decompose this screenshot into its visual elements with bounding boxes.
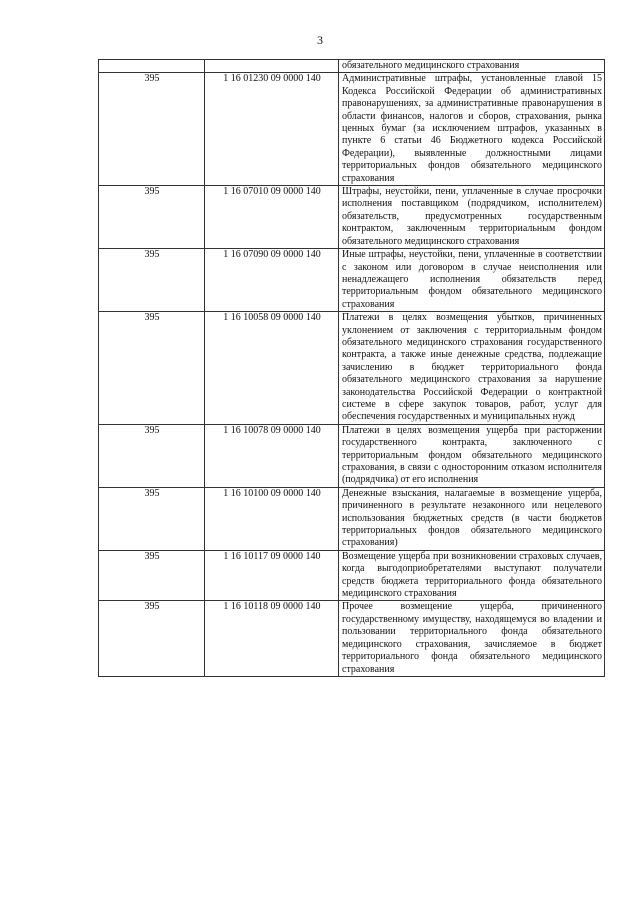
admin-code-cell: 395 (99, 186, 205, 249)
admin-code-cell (99, 60, 205, 73)
table-row (99, 487, 605, 550)
description-cell: Платежи в целях возмещения убытков, причиненных уклонением от заключения с территориальным фондом обязательного медицинского страхования государственного контракта, а также иные денежные средства, подлежащие зачислению в бюджет территориального фонда обязательного медицинского страхования за нарушение законодательства Российской Федерации о контрактной системе в сфере закупок товаров, работ, услуг для обеспечения государственных и муниципальных нужд (339, 312, 605, 425)
description-cell: Платежи в целях возмещения ущерба при расторжении государственного контракта, заключенного с территориальным фондом обязательного медицинского страхования, в связи с односторонним отказом исполнителя (подрядчика) от его исполнения (339, 424, 605, 487)
description-cell: Иные штрафы, неустойки, пени, уплаченные в соответствии с законом или договором в случае неисполнения или ненадлежащего исполнения обязательств перед территориальным фондом обязательного медицинского страхования (339, 249, 605, 312)
budget-code-cell: 1 16 10118 09 0000 140 (205, 601, 339, 676)
table-row (99, 312, 605, 425)
table-row (99, 73, 605, 186)
description-cell: Денежные взыскания, налагаемые в возмещение ущерба, причиненного в результате незаконного или нецелевого использования бюджетных средств (в части бюджетов территориальных фондов обязательного медицинского страхования) (339, 487, 605, 550)
admin-code-cell: 395 (99, 424, 205, 487)
admin-code-cell: 395 (99, 73, 205, 186)
budget-code-cell: 1 16 10058 09 0000 140 (205, 312, 339, 425)
description-cell: обязательного медицинского страхования (339, 60, 605, 73)
description-cell: Административные штрафы, установленные главой 15 Кодекса Российской Федерации об административных правонарушениях, за административные правонарушения в области финансов, налогов и сборов, страхования, рынка ценных бумаг (за исключением штрафов, указанных в пункте 6 статьи 46 Бюджетного кодекса Российской Федерации), выявленные должностными лицами территориальных фондов обязательного медицинского страхования (339, 73, 605, 186)
table-row (99, 186, 605, 249)
budget-code-cell: 1 16 07010 09 0000 140 (205, 186, 339, 249)
budget-code-cell (205, 60, 339, 73)
table-row (99, 601, 605, 676)
revenue-codes-table (98, 59, 605, 677)
admin-code-cell: 395 (99, 487, 205, 550)
admin-code-cell: 395 (99, 312, 205, 425)
budget-code-cell: 1 16 10078 09 0000 140 (205, 424, 339, 487)
description-cell: Прочее возмещение ущерба, причиненного государственному имуществу, находящемуся во владении и пользовании территориального фонда обязательного медицинского страхования, зачисляемое в бюджет территориального фонда обязательного медицинского страхования (339, 601, 605, 676)
admin-code-cell: 395 (99, 601, 205, 676)
table-row (99, 550, 605, 601)
budget-code-cell: 1 16 10117 09 0000 140 (205, 550, 339, 601)
table-row (99, 424, 605, 487)
table-row (99, 249, 605, 312)
budget-code-cell: 1 16 07090 09 0000 140 (205, 249, 339, 312)
budget-code-cell: 1 16 10100 09 0000 140 (205, 487, 339, 550)
admin-code-cell: 395 (99, 550, 205, 601)
admin-code-cell: 395 (99, 249, 205, 312)
page-number: 3 (317, 33, 323, 47)
description-cell: Штрафы, неустойки, пени, уплаченные в случае просрочки исполнения поставщиком (подрядчиком, исполнителем) обязательств, предусмотренных государственным контрактом, заключенным территориальным фондом обязательного медицинского страхования (339, 186, 605, 249)
description-cell: Возмещение ущерба при возникновении страховых случаев, когда выгодоприобретателями выступают получатели средств бюджета территориального фонда обязательного медицинского страхования (339, 550, 605, 601)
table-row-continuation (99, 60, 605, 73)
budget-code-cell: 1 16 01230 09 0000 140 (205, 73, 339, 186)
